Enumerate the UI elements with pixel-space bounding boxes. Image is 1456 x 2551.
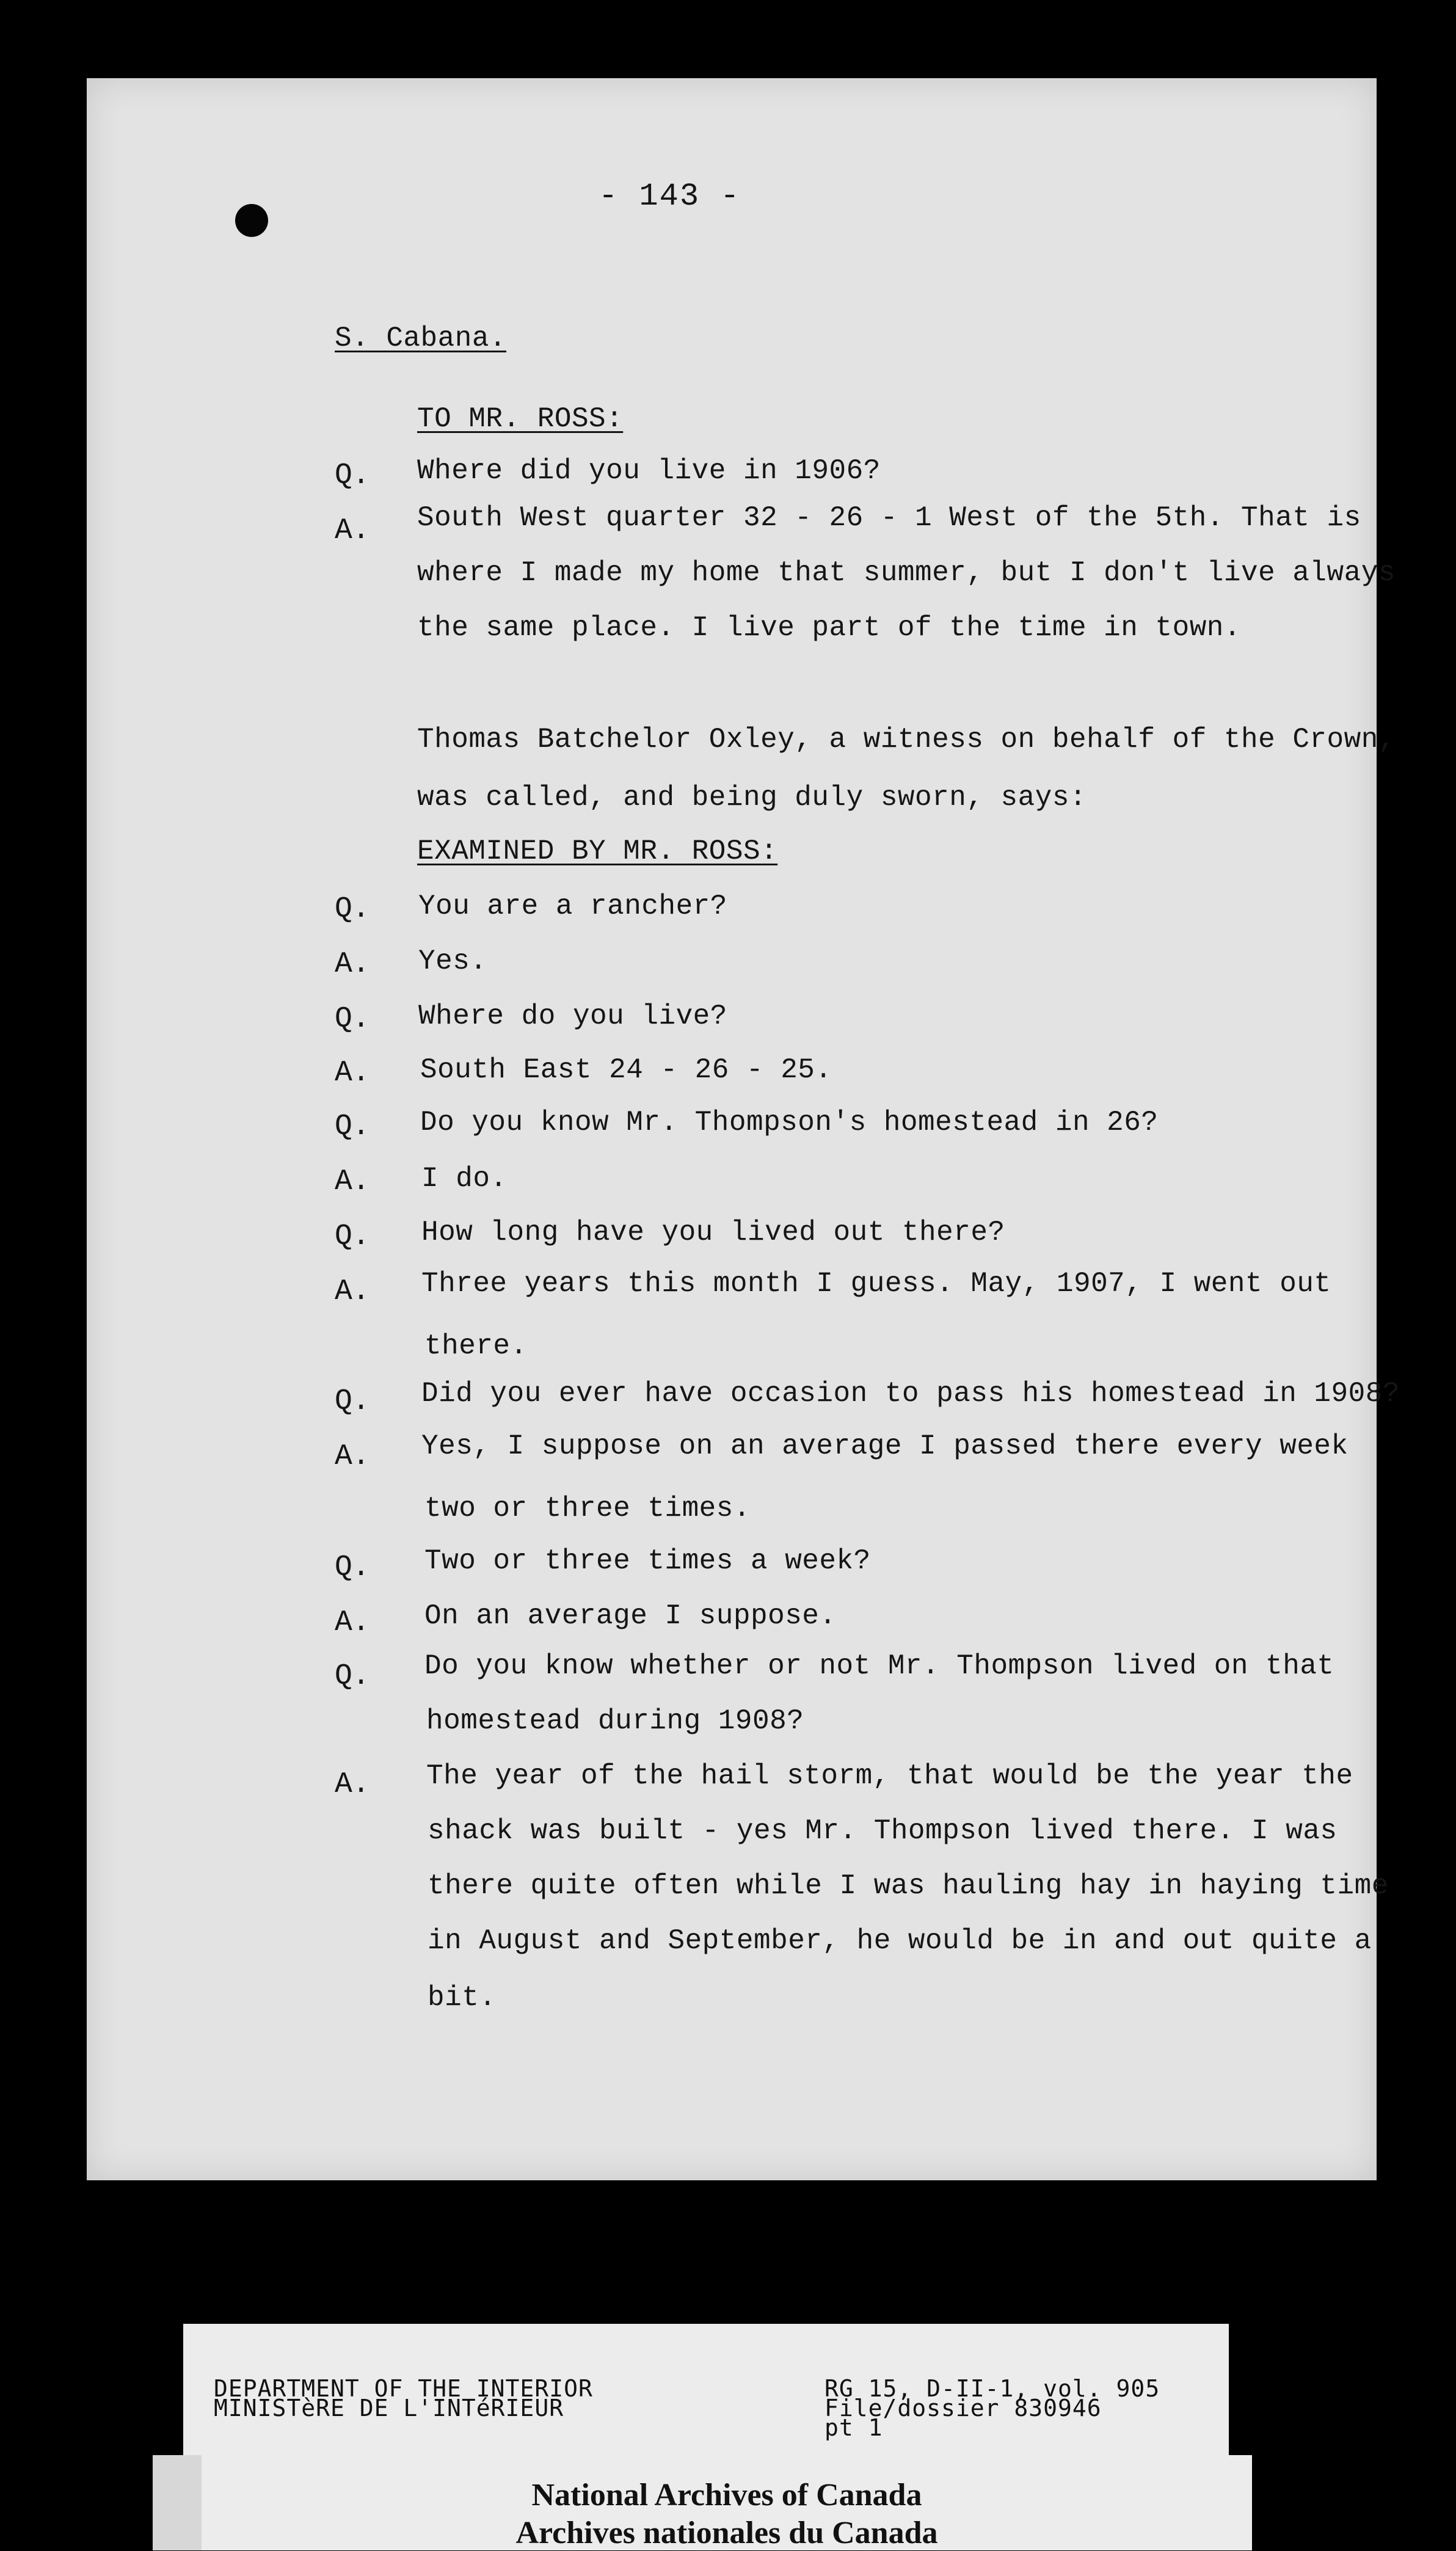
reference-block (824, 2375, 1160, 2441)
to-mr-ross-heading: TO MR. ROSS: (417, 403, 624, 435)
qa-text-line: the same place. I live part of the time in town. (417, 612, 1242, 644)
part-number: pt 1 (824, 2414, 883, 2441)
qa-label: A. (335, 1606, 370, 1639)
qa-label: A. (335, 1440, 370, 1473)
qa-label: Q. (335, 1551, 370, 1584)
qa-label: A. (335, 948, 370, 981)
archives-label-tab (153, 2455, 1252, 2550)
qa-text-line: Where did you live in 1906? (417, 455, 881, 487)
qa-text-line: I do. (421, 1163, 508, 1195)
narrative-line: Thomas Batchelor Oxley, a witness on behalf of the Crown, (417, 724, 1396, 755)
qa-text-line: in August and September, he would be in and out quite a (428, 1925, 1372, 1957)
archives-label (202, 2455, 1252, 2550)
qa-text-line: there quite often while I was hauling hay in haying time (428, 1870, 1389, 1902)
qa-label: Q. (335, 1385, 370, 1418)
record-group-reference: RG 15, D-II-1, vol. 905 (824, 2375, 1160, 2402)
punch-hole (235, 204, 268, 237)
qa-label: Q. (335, 1660, 370, 1693)
qa-text-line: The year of the hail storm, that would be the year the (426, 1760, 1353, 1792)
qa-text-line: Three years this month I guess. May, 1907, I went out (421, 1268, 1331, 1300)
file-number: File/dossier 830946 (824, 2395, 1102, 2422)
qa-text-line: two or three times. (424, 1493, 751, 1524)
archive-reference-stamp (183, 2324, 1229, 2455)
qa-label: Q. (335, 1003, 370, 1036)
qa-text-line: homestead during 1908? (426, 1705, 804, 1737)
qa-text-line: Do you know whether or not Mr. Thompson lived on that (424, 1650, 1334, 1682)
qa-label: A. (335, 514, 370, 547)
qa-text-line: there. (424, 1330, 528, 1362)
qa-text-line: How long have you lived out there? (421, 1217, 1005, 1248)
qa-label: Q. (335, 459, 370, 492)
qa-text-line: Yes. (418, 945, 487, 977)
qa-label: Q. (335, 893, 370, 926)
qa-text-line: Where do you live? (418, 1000, 727, 1032)
qa-text-line: where I made my home that summer, but I don't live always (417, 557, 1396, 589)
qa-text-line: Yes, I suppose on an average I passed there every week (421, 1430, 1349, 1462)
qa-label: A. (335, 1057, 370, 1090)
witness-name-heading: S. Cabana. (335, 322, 507, 354)
qa-label: A. (335, 1165, 370, 1198)
department-name-en: DEPARTMENT OF THE INTERIOR (214, 2375, 593, 2402)
qa-text-line: On an average I suppose. (424, 1600, 837, 1632)
qa-text-line: shack was built - yes Mr. Thompson lived there. I was (428, 1815, 1338, 1847)
qa-text-line: South West quarter 32 - 26 - 1 West of the 5th. That is (417, 502, 1361, 534)
qa-text-line: You are a rancher? (418, 890, 727, 922)
department-name-fr: MINISTèRE DE L'INTéRIEUR (214, 2395, 564, 2422)
qa-text-line: Two or three times a week? (424, 1545, 871, 1577)
page-number: - 143 - (599, 178, 741, 214)
examined-heading: EXAMINED BY MR. ROSS: (417, 835, 778, 867)
qa-label: A. (335, 1275, 370, 1308)
qa-text-line: Did you ever have occasion to pass his homestead in 1908? (421, 1378, 1400, 1410)
department-block (214, 2375, 593, 2422)
qa-label: A. (335, 1768, 370, 1801)
qa-label: Q. (335, 1220, 370, 1253)
qa-text-line: Do you know Mr. Thompson's homestead in 26? (420, 1107, 1159, 1138)
archives-name-en: National Archives of Canada (531, 2478, 922, 2513)
qa-text-line: bit. (428, 1982, 497, 2014)
qa-text-line: South East 24 - 26 - 25. (420, 1054, 832, 1086)
narrative-line: was called, and being duly sworn, says: (417, 782, 1087, 813)
archives-name-fr: Archives nationales du Canada (515, 2516, 938, 2550)
qa-label: Q. (335, 1110, 370, 1143)
